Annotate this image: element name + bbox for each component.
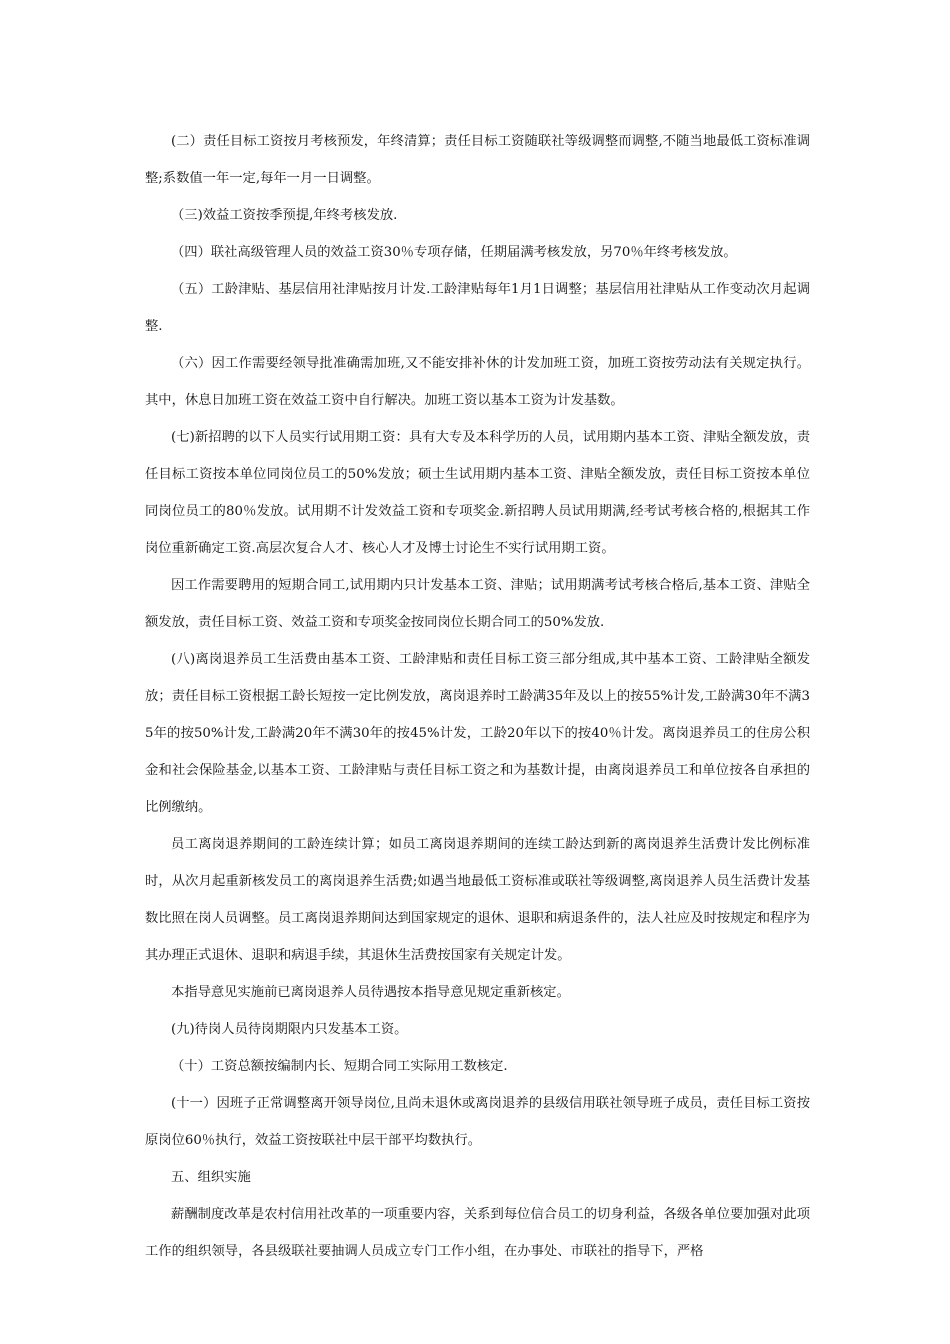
paragraph-short-term-contract: 因工作需要聘用的短期合同工,试用期内只计发基本工资、津贴；试用期满考试考核合格后,基本工资、津贴全额发放，责任目标工资、效益工资和专项奖金按同岗位长期合同工的50%发放.	[145, 578, 810, 630]
paragraph-benefit-salary: （三)效益工资按季预提,年终考核发放.	[171, 208, 398, 223]
paragraph-retirement-living-expenses: (八)离岗退养员工生活费由基本工资、工龄津贴和责任目标工资三部分组成,其中基本工资、工龄津贴全额发放；责任目标工资根据工龄长短按一定比例发放，离岗退养时工龄满35年及以上的按55%计发,工龄满30年不满35年的按50%计发,工龄满20年不满30年的按45%计发，工龄20年以下的按40％计发。离岗退养员工的住房公积金和社会保险基金,以基本工资、工龄津贴与责任目标工资之和为基数计提，由离岗退养员工和单位按各自承担的比例缴纳。	[145, 652, 810, 815]
document-body	[145, 123, 810, 1270]
paragraph-senior-management-benefit: （四）联社高级管理人员的效益工资30％专项存储，任期届满考核发放，另70％年终考核发放。	[171, 245, 737, 260]
paragraph-standby-staff: (九)待岗人员待岗期限内只发基本工资。	[171, 1022, 408, 1037]
paragraph-leadership-adjustment: (十一）因班子正常调整离开领导岗位,且尚未退休或离岗退养的县级信用联社领导班子成员，责任目标工资按原岗位60％执行，效益工资按联社中层干部平均数执行。	[145, 1096, 810, 1148]
paragraph-reform-importance: 薪酬制度改革是农村信用社改革的一项重要内容，关系到每位信合员工的切身利益，各级各单位要加强对此项工作的组织领导，各县级联社要抽调人员成立专门工作小组，在办事处、市联社的指导下，严格	[145, 1207, 810, 1259]
paragraph-total-salary: （十）工资总额按编制内长、短期合同工实际用工数核定.	[171, 1059, 508, 1074]
paragraph-seniority-allowance: （五）工龄津贴、基层信用社津贴按月计发.工龄津贴每年1月1日调整；基层信用社津贴从工作变动次月起调整.	[145, 282, 810, 334]
paragraph-probation-salary: (七)新招聘的以下人员实行试用期工资：具有大专及本科学历的人员，试用期内基本工资、津贴全额发放，责任目标工资按本单位同岗位员工的50%发放；硕士生试用期内基本工资、津贴全额发放，责任目标工资按本单位同岗位员工的80％发放。试用期不计发效益工资和专项奖金.新招聘人员试用期满,经考试考核合格的,根据其工作岗位重新确定工资.高层次复合人才、核心人才及博士讨论生不实行试用期工资。	[145, 430, 810, 556]
paragraph-overtime-pay: （六）因工作需要经领导批准确需加班,又不能安排补休的计发加班工资，加班工资按劳动法有关规定执行。其中，休息日加班工资在效益工资中自行解决。加班工资以基本工资为计发基数。	[145, 356, 810, 408]
paragraph-retirement-seniority: 员工离岗退养期间的工龄连续计算；如员工离岗退养期间的连续工龄达到新的离岗退养生活费计发比例标准时，从次月起重新核发员工的离岗退养生活费;如遇当地最低工资标准或联社等级调整,离岗退养人员生活费计发基数比照在岗人员调整。员工离岗退养期间达到国家规定的退休、退职和病退条件的，法人社应及时按规定和程序为其办理正式退休、退职和病退手续，其退休生活费按国家有关规定计发。	[145, 837, 810, 963]
paragraph-reassessment: 本指导意见实施前已离岗退养人员待遇按本指导意见规定重新核定。	[171, 985, 570, 1000]
paragraph-bonus-target-salary: (二）责任目标工资按月考核预发，年终清算；责任目标工资随联社等级调整而调整,不随当地最低工资标准调整;系数值一年一定,每年一月一日调整。	[145, 134, 810, 186]
section-heading-organization: 五、组织实施	[171, 1170, 251, 1185]
